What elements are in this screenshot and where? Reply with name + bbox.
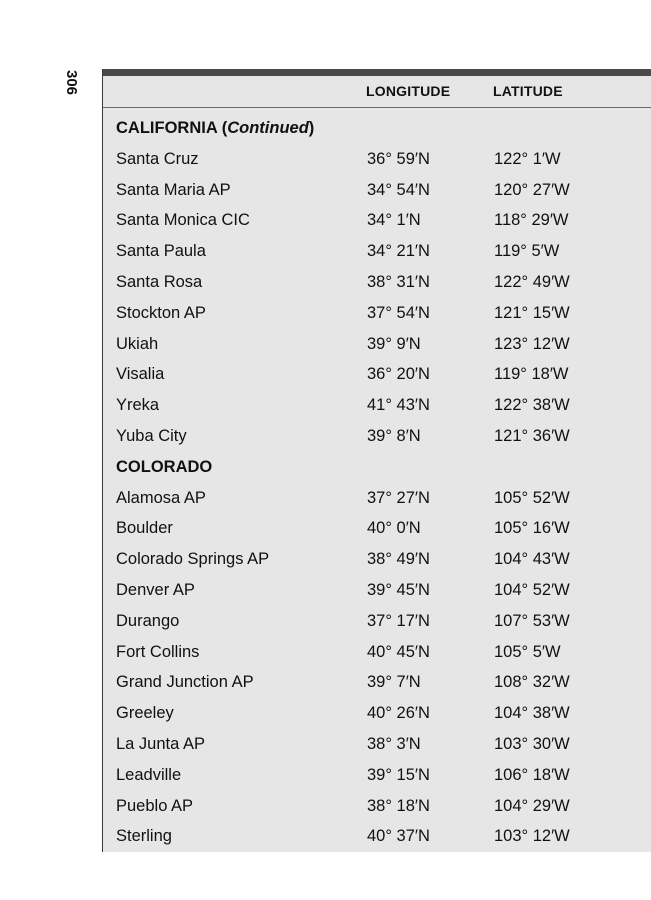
latitude-value: 103° 30′W (494, 734, 570, 753)
longitude-value: 38° 18′N (367, 796, 430, 815)
latitude-value: 122° 38′W (494, 396, 570, 415)
location-name: Alamosa AP (116, 488, 206, 507)
latitude-value: 121° 15′W (494, 303, 570, 322)
location-name: Santa Monica CIC (116, 211, 250, 230)
table-row (103, 821, 651, 852)
table-row (103, 359, 651, 390)
location-name: Yuba City (116, 426, 187, 445)
location-name: Pueblo AP (116, 796, 194, 815)
table-row (103, 329, 651, 360)
table-row (103, 667, 651, 698)
table-header (103, 76, 651, 108)
section-heading-text: CALIFORNIA ( (116, 119, 228, 137)
table-row (103, 513, 651, 544)
longitude-value: 41° 43′N (367, 396, 430, 415)
top-rule (103, 69, 651, 76)
latitude-value: 119° 5′W (494, 242, 560, 261)
latitude-value: 104° 52′W (494, 580, 570, 599)
latitude-value: 107° 53′W (494, 611, 570, 630)
location-name: Stockton AP (116, 303, 206, 322)
latitude-value: 105° 16′W (494, 519, 570, 538)
latitude-value: 120° 27′W (494, 180, 570, 199)
table-body (103, 113, 651, 852)
location-name: La Junta AP (116, 734, 205, 753)
section-heading-row (103, 113, 651, 144)
column-header-latitude: LATITUDE (493, 83, 563, 99)
longitude-value: 40° 26′N (367, 704, 430, 723)
coordinates-table (102, 69, 651, 852)
section-heading-italic: Continued (227, 119, 309, 137)
location-name: Santa Cruz (116, 149, 199, 168)
table-row (103, 637, 651, 668)
longitude-value: 40° 0′N (367, 519, 421, 538)
longitude-value: 36° 59′N (367, 149, 430, 168)
longitude-value: 40° 37′N (367, 827, 430, 846)
longitude-value: 37° 17′N (367, 611, 430, 630)
table-row (103, 175, 651, 206)
page-number: 306 (63, 70, 80, 96)
latitude-value: 118° 29′W (494, 211, 569, 230)
section-heading (116, 119, 314, 138)
longitude-value: 39° 45′N (367, 580, 430, 599)
latitude-value: 122° 49′W (494, 272, 570, 291)
latitude-value: 104° 29′W (494, 796, 570, 815)
table-row (103, 267, 651, 298)
longitude-value: 38° 31′N (367, 272, 430, 291)
longitude-value: 36° 20′N (367, 365, 430, 384)
table-row (103, 298, 651, 329)
table-row (103, 421, 651, 452)
longitude-value: 37° 27′N (367, 488, 430, 507)
location-name: Fort Collins (116, 642, 200, 661)
latitude-value: 119° 18′W (494, 365, 569, 384)
latitude-value: 106° 18′W (494, 765, 570, 784)
longitude-value: 39° 9′N (367, 334, 421, 353)
longitude-value: 37° 54′N (367, 303, 430, 322)
longitude-value: 40° 45′N (367, 642, 430, 661)
location-name: Leadville (116, 765, 182, 784)
location-name: Sterling (116, 827, 172, 846)
section-heading-row (103, 452, 651, 483)
location-name: Santa Maria AP (116, 180, 231, 199)
table-row (103, 729, 651, 760)
latitude-value: 104° 38′W (494, 704, 570, 723)
latitude-value: 105° 52′W (494, 488, 570, 507)
column-header-longitude: LONGITUDE (366, 83, 451, 99)
section-heading-suffix: ) (308, 119, 315, 137)
location-name: Colorado Springs AP (116, 550, 270, 569)
location-name: Greeley (116, 704, 174, 723)
longitude-value: 38° 3′N (367, 734, 421, 753)
table-row (103, 606, 651, 637)
table-row (103, 698, 651, 729)
table-row (103, 205, 651, 236)
section-heading-text: COLORADO (116, 457, 213, 476)
longitude-value: 34° 1′N (367, 211, 421, 230)
location-name: Denver AP (116, 580, 195, 599)
longitude-value: 34° 21′N (367, 242, 430, 261)
location-name: Santa Rosa (116, 272, 203, 291)
table-row (103, 760, 651, 791)
location-name: Santa Paula (116, 242, 206, 261)
latitude-value: 121° 36′W (494, 426, 570, 445)
longitude-value: 39° 7′N (367, 673, 421, 692)
longitude-value: 39° 8′N (367, 426, 421, 445)
table-row (103, 544, 651, 575)
longitude-value: 38° 49′N (367, 550, 430, 569)
latitude-value: 104° 43′W (494, 550, 570, 569)
location-name: Durango (116, 611, 180, 630)
location-name: Grand Junction AP (116, 673, 254, 692)
table-row (103, 791, 651, 822)
latitude-value: 122° 1′W (494, 149, 561, 168)
longitude-value: 39° 15′N (367, 765, 430, 784)
latitude-value: 103° 12′W (494, 827, 570, 846)
table-row (103, 483, 651, 514)
location-name: Yreka (116, 396, 160, 415)
table-row (103, 575, 651, 606)
latitude-value: 108° 32′W (494, 673, 570, 692)
longitude-value: 34° 54′N (367, 180, 430, 199)
location-name: Visalia (116, 365, 165, 384)
location-name: Ukiah (116, 334, 159, 353)
table-row (103, 144, 651, 175)
latitude-value: 123° 12′W (494, 334, 570, 353)
table-row (103, 236, 651, 267)
section-heading (116, 458, 212, 477)
table-row (103, 390, 651, 421)
location-name: Boulder (116, 519, 173, 538)
latitude-value: 105° 5′W (494, 642, 561, 661)
